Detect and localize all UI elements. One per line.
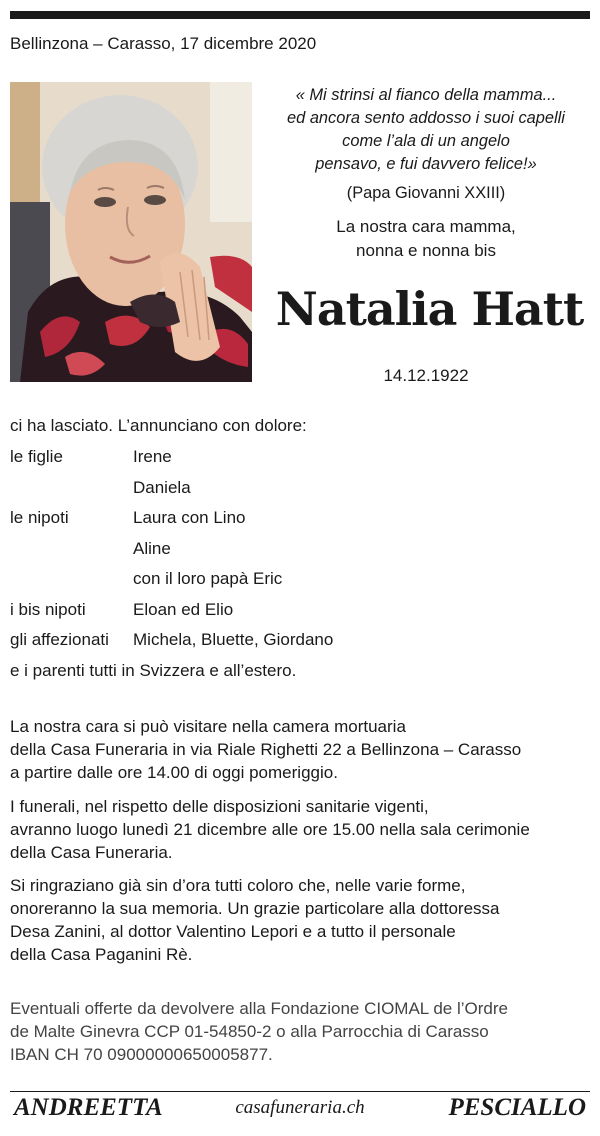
relatives-line: e i parenti tutti in Svizzera e all’estero. <box>10 661 297 680</box>
paragraph-line: La nostra cara si può visitare nella camera mortuaria <box>10 717 406 736</box>
footer-rule <box>10 1091 590 1092</box>
donations-paragraph <box>10 997 595 1066</box>
family-names: Laura con Lino <box>133 508 246 527</box>
portrait-photo <box>10 82 252 382</box>
family-names: con il loro papà Eric <box>133 569 283 588</box>
family-names: Michela, Bluette, Giordano <box>133 630 334 649</box>
funeral-home-website: casafuneraria.ch <box>235 1097 365 1118</box>
family-names: Aline <box>133 539 171 558</box>
family-relation: i bis nipoti <box>10 600 86 619</box>
family-names: Daniela <box>133 478 191 497</box>
paragraph-line: IBAN CH 70 09000000650005877. <box>10 1045 273 1064</box>
birth-date: 14.12.1922 <box>383 366 469 385</box>
footer <box>10 1094 590 1124</box>
funeral-paragraph <box>10 795 595 864</box>
intro-line: La nostra cara mamma, <box>336 217 516 236</box>
family-names: Irene <box>133 447 172 466</box>
paragraph-line: de Malte Ginevra CCP 01-54850-2 o alla Parrocchia di Carasso <box>10 1022 489 1041</box>
place-date: Bellinzona – Carasso, 17 dicembre 2020 <box>10 34 317 53</box>
deceased-name: Natalia Hatt <box>275 282 584 336</box>
paragraph-line: I funerali, nel rispetto delle disposizioni sanitarie vigenti, <box>10 797 429 816</box>
funeral-home-left: ANDREETTA <box>14 1094 163 1121</box>
paragraph-line: della Casa Paganini Rè. <box>10 945 193 964</box>
visit-paragraph <box>10 715 595 784</box>
quote-line: « Mi strinsi al fianco della mamma... <box>295 86 557 104</box>
quote <box>262 84 590 176</box>
paragraph-line: avranno luogo lunedì 21 dicembre alle ore 15.00 nella sala cerimonie <box>10 820 530 839</box>
family-names: Eloan ed Elio <box>133 600 234 619</box>
paragraph-line: a partire dalle ore 14.00 di oggi pomeriggio. <box>10 763 338 782</box>
quote-author: (Papa Giovanni XXIII) <box>346 184 506 202</box>
family-relation: le figlie <box>10 447 63 466</box>
paragraph-line: onoreranno la sua memoria. Un grazie particolare alla dottoressa <box>10 899 500 918</box>
family-relation: gli affezionati <box>10 630 109 649</box>
quote-line: ed ancora sento addosso i suoi capelli <box>287 109 565 127</box>
paragraph-line: Eventuali offerte da devolvere alla Fondazione CIOMAL de l’Ordre <box>10 999 508 1018</box>
paragraph-line: Desa Zanini, al dottor Valentino Lepori e a tutto il personale <box>10 922 456 941</box>
intro-line: nonna e nonna bis <box>356 241 496 260</box>
quote-line: pensavo, e fui davvero felice!» <box>315 155 537 173</box>
paragraph-line: della Casa Funeraria in via Riale Righetti 22 a Bellinzona – Carasso <box>10 740 522 759</box>
top-rule <box>10 11 590 19</box>
funeral-home-right: PESCIALLO <box>448 1094 586 1121</box>
family-relation: le nipoti <box>10 508 69 527</box>
paragraph-line: della Casa Funeraria. <box>10 843 173 862</box>
announcement: ci ha lasciato. L’annunciano con dolore: <box>10 416 307 435</box>
thanks-paragraph <box>10 874 595 966</box>
paragraph-line: Si ringraziano già sin d’ora tutti coloro che, nelle varie forme, <box>10 876 466 895</box>
quote-line: come l’ala di un angelo <box>342 132 510 150</box>
intro-text <box>262 215 590 263</box>
